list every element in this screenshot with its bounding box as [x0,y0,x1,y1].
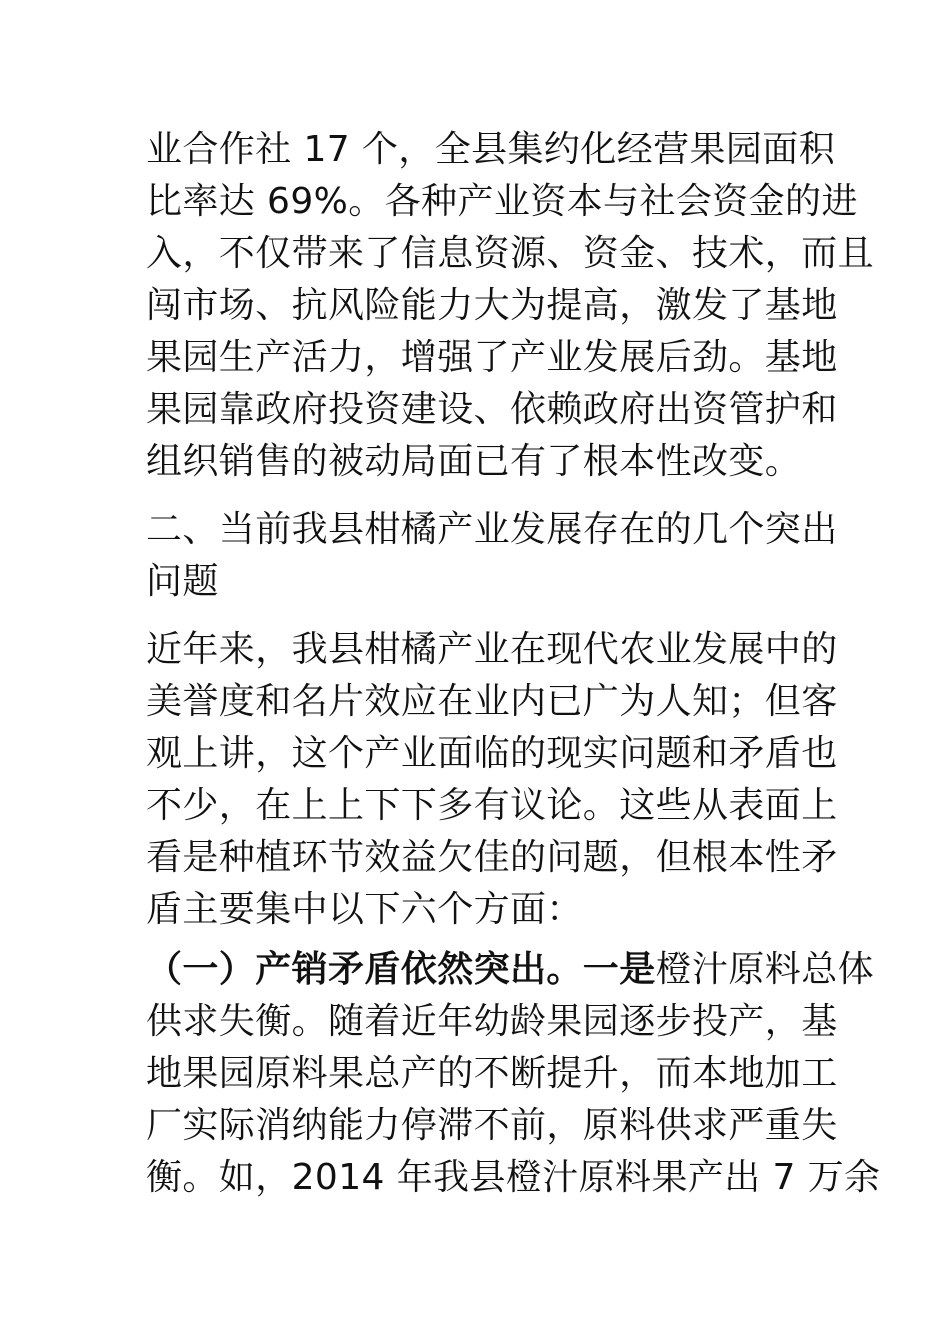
paragraph-1-line-6: 果园靠政府投资建设、依赖政府出资管护和 [146,389,838,430]
paragraph-3-line-1: 近年来，我县柑橘产业在现代农业发展中的 [146,629,838,670]
paragraph-1-line-3: 入，不仅带来了信息资源、资金、技术，而且 [146,233,875,274]
paragraph-3-line-6: 盾主要集中以下六个方面： [146,889,583,930]
paragraph-4-line-2: 供求失衡。随着近年幼龄果园逐步投产，基 [146,1001,838,1042]
paragraph-1-line-2: 比率达 69%。各种产业资本与社会资金的进 [146,181,858,222]
paragraph-3-line-2: 美誉度和名片效应在业内已广为人知；但客 [146,681,838,722]
paragraph-4-line-4: 厂实际消纳能力停滞不前，原料供求严重失 [146,1105,838,1146]
paragraph-1-line-1: 业合作社 17 个，全县集约化经营果园面积 [146,129,836,170]
paragraph-1-line-4: 闯市场、抗风险能力大为提高，激发了基地 [146,285,838,326]
paragraph-4-bold-lead: （一）产销矛盾依然突出。一是 [146,949,656,990]
paragraph-4-line-3: 地果园原料果总产的不断提升，而本地加工 [146,1053,838,1094]
paragraph-3-line-3: 观上讲，这个产业面临的现实问题和矛盾也 [146,733,838,774]
paragraph-1-line-7: 组织销售的被动局面已有了根本性改变。 [146,441,802,482]
section-heading-line-1: 二、当前我县柑橘产业发展存在的几个突出 [146,509,838,550]
paragraph-3-line-5: 看是种植环节效益欠佳的问题，但根本性矛 [146,837,838,878]
paragraph-4-lead-rest: 橙汁原料总体 [655,949,875,990]
paragraph-1-line-5: 果园生产活力，增强了产业发展后劲。基地 [146,337,838,378]
section-heading-line-2: 问题 [146,561,219,602]
paragraph-3-line-4: 不少，在上上下下多有议论。这些从表面上 [146,785,838,826]
paragraph-4-line-1 [146,944,875,996]
paragraph-4-line-5: 衡。如，2014 年我县橙汁原料果产出 7 万余 [146,1157,881,1198]
